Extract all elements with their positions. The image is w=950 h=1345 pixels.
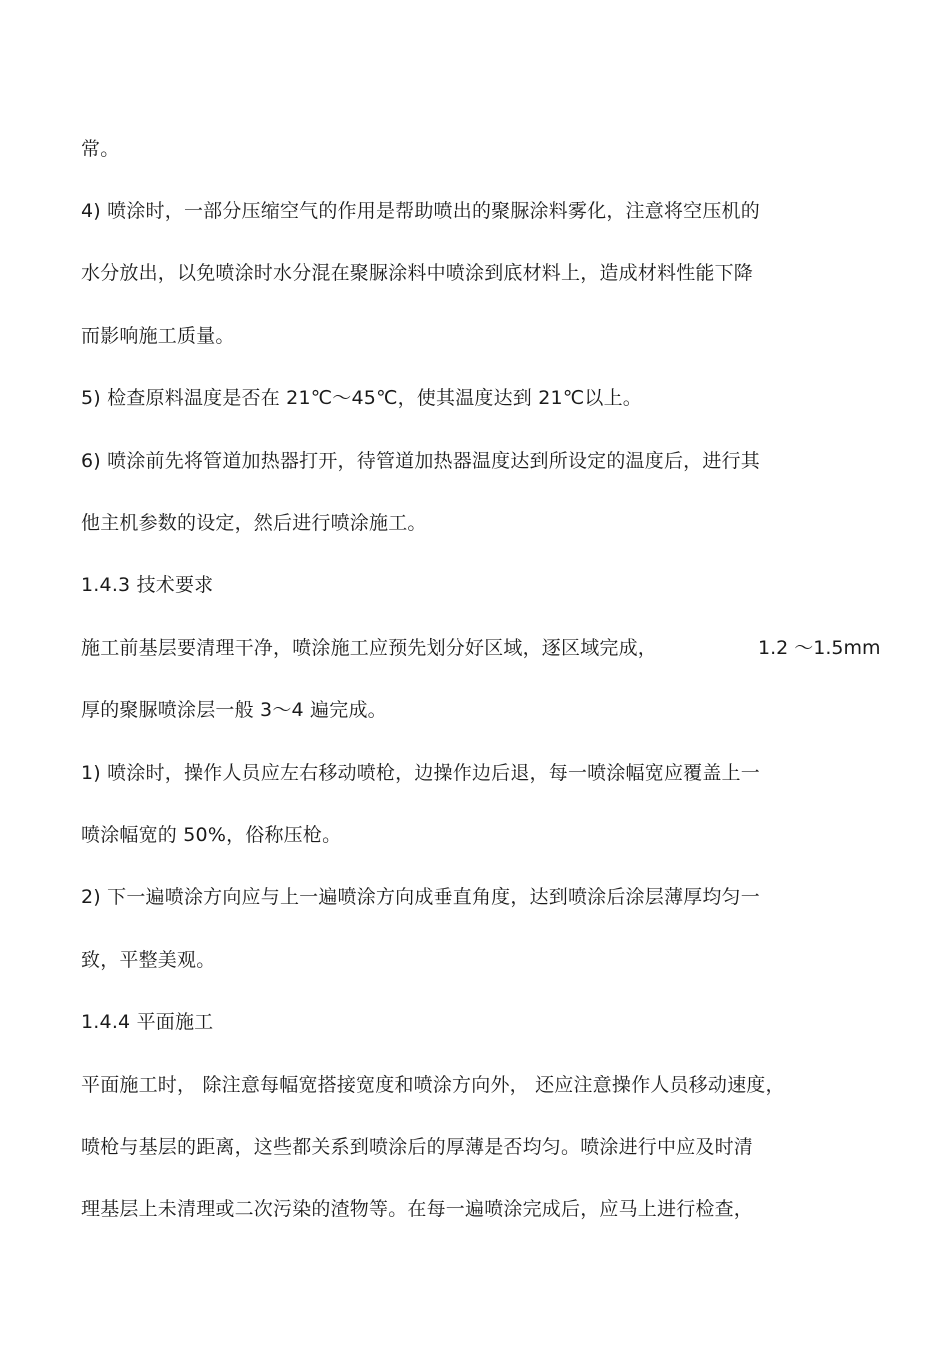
text-line-14: 致，平整美观。	[81, 949, 216, 971]
text-line-11: 1) 喷涂时，操作人员应左右移动喷枪，边操作边后退，每一喷涂幅宽应覆盖上一	[81, 762, 760, 784]
text-line-18: 理基层上未清理或二次污染的渣物等。在每一遍喷涂完成后，应马上进行检查，	[81, 1198, 754, 1220]
text-line-7: 他主机参数的设定，然后进行喷涂施工。	[81, 512, 427, 534]
text-line-5: 5) 检查原料温度是否在 21℃～45℃，使其温度达到 21℃以上。	[81, 387, 642, 409]
text-line-6: 6) 喷涂前先将管道加热器打开，待管道加热器温度达到所设定的温度后，进行其	[81, 450, 760, 472]
text-line-12: 喷涂幅宽的 50%，俗称压枪。	[81, 824, 342, 846]
text-line-13: 2) 下一遍喷涂方向应与上一遍喷涂方向成垂直角度，达到喷涂后涂层薄厚均匀一	[81, 886, 760, 908]
text-line-2: 4) 喷涂时，一部分压缩空气的作用是帮助喷出的聚脲涂料雾化，注意将空压机的	[81, 200, 760, 222]
section-heading-1-4-4: 1.4.4 平面施工	[81, 1011, 214, 1033]
text-line-4: 而影响施工质量。	[81, 325, 235, 347]
text-line-9-tail: 1.2 ～1.5mm	[758, 637, 881, 659]
text-line-16: 平面施工时， 除注意每幅宽搭接宽度和喷涂方向外， 还应注意操作人员移动速度，	[81, 1074, 785, 1096]
text-line-3: 水分放出，以免喷涂时水分混在聚脲涂料中喷涂到底材料上，造成材料性能下降	[81, 262, 754, 284]
text-line-9: 施工前基层要清理干净，喷涂施工应预先划分好区域，逐区域完成，	[81, 637, 658, 659]
text-line-17: 喷枪与基层的距离，这些都关系到喷涂后的厚薄是否均匀。喷涂进行中应及时清	[81, 1136, 754, 1158]
text-line-10: 厚的聚脲喷涂层一般 3～4 遍完成。	[81, 699, 387, 721]
section-heading-1-4-3: 1.4.3 技术要求	[81, 574, 214, 596]
text-line-1: 常。	[81, 138, 120, 160]
